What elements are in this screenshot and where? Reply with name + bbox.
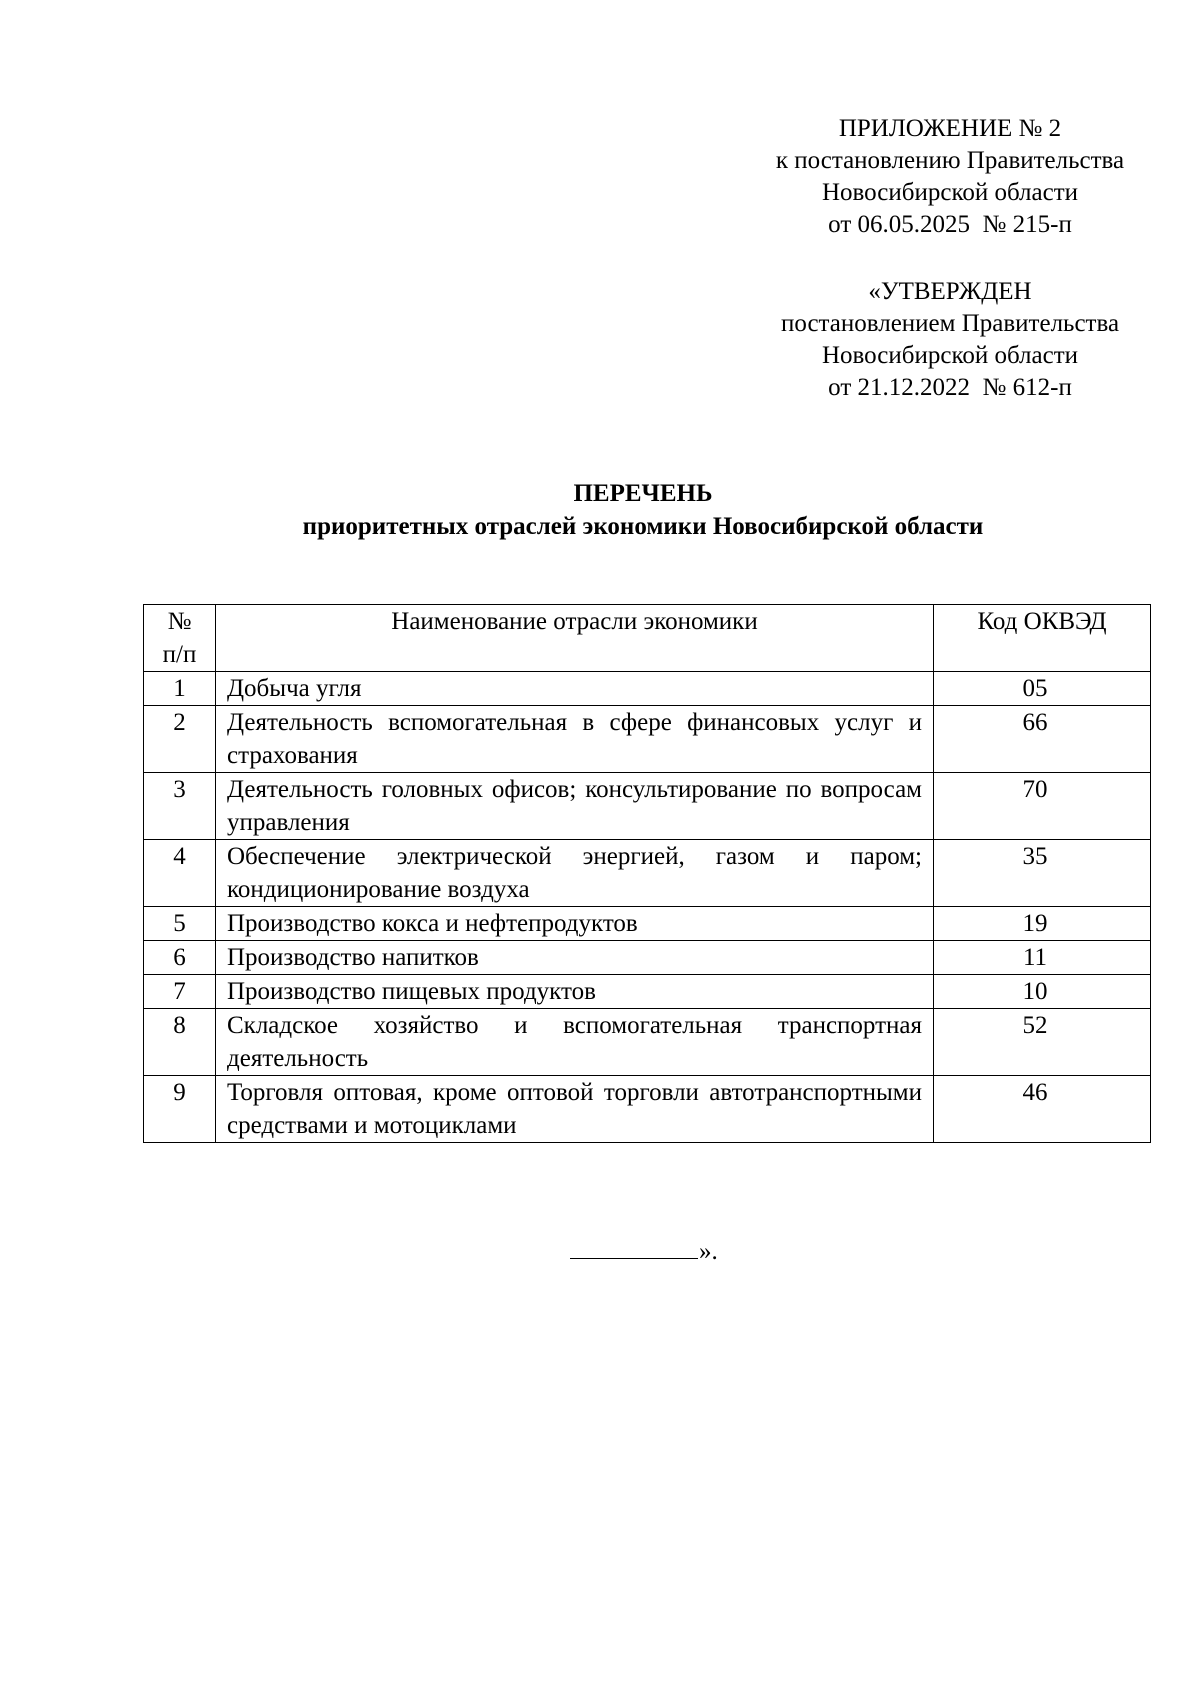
- table-row: [144, 1076, 1151, 1143]
- table-row: [144, 941, 1151, 975]
- row-number: 2: [144, 706, 216, 773]
- industry-name: Обеспечение электрической энергией, газом и паром; кондиционирование воздуха: [216, 840, 934, 907]
- appendix-line: от 06.05.2025 № 215-п: [828, 211, 1072, 238]
- row-number: 4: [144, 840, 216, 907]
- industry-name: Торговля оптовая, кроме оптовой торговли автотранспортными средствами и мотоциклами: [216, 1076, 934, 1143]
- industry-name: Деятельность вспомогательная в сфере финансовых услуг и страхования: [216, 706, 934, 773]
- industry-name: Добыча угля: [216, 672, 934, 706]
- row-number: 3: [144, 773, 216, 840]
- approval-line: постановлением Правительства: [780, 310, 1120, 337]
- row-number: 1: [144, 672, 216, 706]
- okved-code: 66: [934, 706, 1151, 773]
- column-header-number: [144, 605, 216, 672]
- closing-mark: [570, 1236, 718, 1268]
- industry-name: Производство напитков: [216, 941, 934, 975]
- row-number: 5: [144, 907, 216, 941]
- row-number: 6: [144, 941, 216, 975]
- closing-underline: [570, 1236, 698, 1259]
- table-row: [144, 907, 1151, 941]
- okved-code: 52: [934, 1009, 1151, 1076]
- appendix-line: Новосибирской области: [821, 179, 1079, 206]
- industry-name: Производство пищевых продуктов: [216, 975, 934, 1009]
- approval-line: «УТВЕРЖДЕН: [868, 278, 1032, 305]
- appendix-line: ПРИЛОЖЕНИЕ № 2: [838, 115, 1062, 142]
- okved-code: 19: [934, 907, 1151, 941]
- industries-table: [143, 604, 1151, 1143]
- table-row: [144, 975, 1151, 1009]
- title-subheading: приоритетных отраслей экономики Новосибирской области: [302, 513, 984, 540]
- okved-code: 11: [934, 941, 1151, 975]
- okved-code: 70: [934, 773, 1151, 840]
- column-header-name: Наименование отрасли экономики: [216, 605, 934, 672]
- column-header-code: Код ОКВЭД: [934, 605, 1151, 672]
- approval-line: Новосибирской области: [821, 342, 1079, 369]
- column-header-number-line2: п/п: [162, 641, 197, 668]
- document-title: [143, 477, 1143, 543]
- table-row: [144, 840, 1151, 907]
- approval-line: от 21.12.2022 № 612-п: [828, 374, 1072, 401]
- industry-name: Производство кокса и нефтепродуктов: [216, 907, 934, 941]
- row-number: 9: [144, 1076, 216, 1143]
- column-header-number-line1: №: [167, 608, 192, 635]
- row-number: 8: [144, 1009, 216, 1076]
- table-row: [144, 706, 1151, 773]
- industry-name: Деятельность головных офисов; консультирование по вопросам управления: [216, 773, 934, 840]
- okved-code: 35: [934, 840, 1151, 907]
- appendix-header: [730, 113, 1170, 241]
- approval-stamp-text: [730, 276, 1170, 404]
- title-heading: ПЕРЕЧЕНЬ: [573, 480, 713, 507]
- closing-quote: ».: [699, 1238, 718, 1265]
- row-number: 7: [144, 975, 216, 1009]
- table-row: [144, 672, 1151, 706]
- appendix-line: к постановлению Правительства: [775, 147, 1125, 174]
- okved-code: 05: [934, 672, 1151, 706]
- table-row: [144, 1009, 1151, 1076]
- industry-name: Складское хозяйство и вспомогательная транспортная деятельность: [216, 1009, 934, 1076]
- table-header-row: [144, 605, 1151, 672]
- okved-code: 46: [934, 1076, 1151, 1143]
- table-row: [144, 773, 1151, 840]
- okved-code: 10: [934, 975, 1151, 1009]
